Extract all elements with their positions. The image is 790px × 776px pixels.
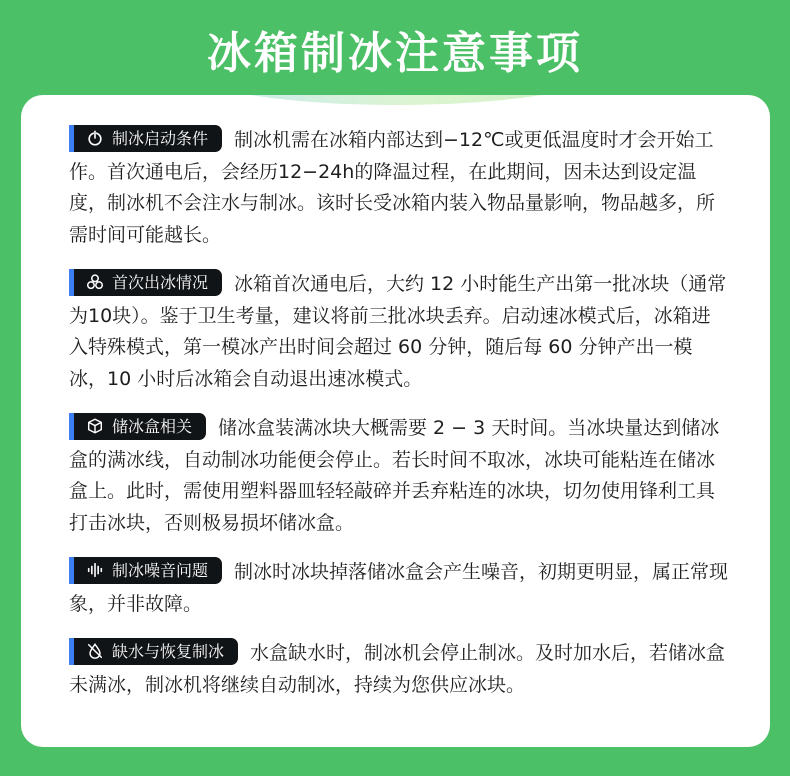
tag-label: 储冰盒相关 <box>112 417 193 436</box>
card-header-glow <box>186 95 606 105</box>
tag-first-ice <box>74 269 222 296</box>
tag-start-condition <box>74 125 222 152</box>
tag-storage-box <box>74 413 206 440</box>
tag-label: 首次出冰情况 <box>112 273 209 292</box>
tag-water-shortage <box>74 638 238 665</box>
page-title: 冰箱制冰注意事项 <box>207 28 583 79</box>
storage-box-icon <box>86 417 104 435</box>
power-icon <box>86 129 104 147</box>
notes-list <box>69 125 729 719</box>
note-text: 水盒缺水时，制冰机会停止制冰。及时加水后，若储冰盒未满冰，制冰机将继续自动制冰，持续为您供应冰块。 <box>69 642 726 696</box>
tag-label: 缺水与恢复制冰 <box>112 642 225 661</box>
sound-wave-icon <box>86 561 104 579</box>
ice-cubes-icon <box>86 273 104 291</box>
note-text: 制冰机需在冰箱内部达到−12℃或更低温度时才会开始工作。首次通电后，会经历12−24h的降温过程，在此期间，因未达到设定温度，制冰机不会注水与制冰。该时长受冰箱内装入物品量影响，物品越多，所需时间可能越长。 <box>69 129 716 246</box>
note-item-water-shortage <box>69 638 729 701</box>
note-item-noise <box>69 557 729 620</box>
note-item-storage-box <box>69 413 729 539</box>
tag-noise <box>74 557 222 584</box>
tag-label: 制冰启动条件 <box>112 129 209 148</box>
note-item-first-ice <box>69 269 729 395</box>
tag-label: 制冰噪音问题 <box>112 561 209 580</box>
note-text: 冰箱首次通电后，大约 12 小时能生产出第一批冰块（通常为10块）。鉴于卫生考量，建议将前三批冰块丢弃。启动速冰模式后，冰箱进入特殊模式，第一模冰产出时间会超过 60 分钟，随后每 60 分钟产出一模冰，10 小时后冰箱会自动退出速冰模式。 <box>69 273 727 390</box>
note-text: 制冰时冰块掉落储冰盒会产生噪音，初期更明显，属正常现象，并非故障。 <box>69 561 729 615</box>
water-drop-off-icon <box>86 642 104 660</box>
note-item-start-condition <box>69 125 729 251</box>
content-card <box>21 95 770 747</box>
note-text: 储冰盒装满冰块大概需要 2 − 3 天时间。当冰块量达到储冰盒的满冰线，自动制冰功能便会停止。若长时间不取冰，冰块可能粘连在储冰盒上。此时，需使用塑料器皿轻轻敲碎并丢弃粘连的冰块，切勿使用锋利工具打击冰块，否则极易损坏储冰盒。 <box>69 417 720 534</box>
